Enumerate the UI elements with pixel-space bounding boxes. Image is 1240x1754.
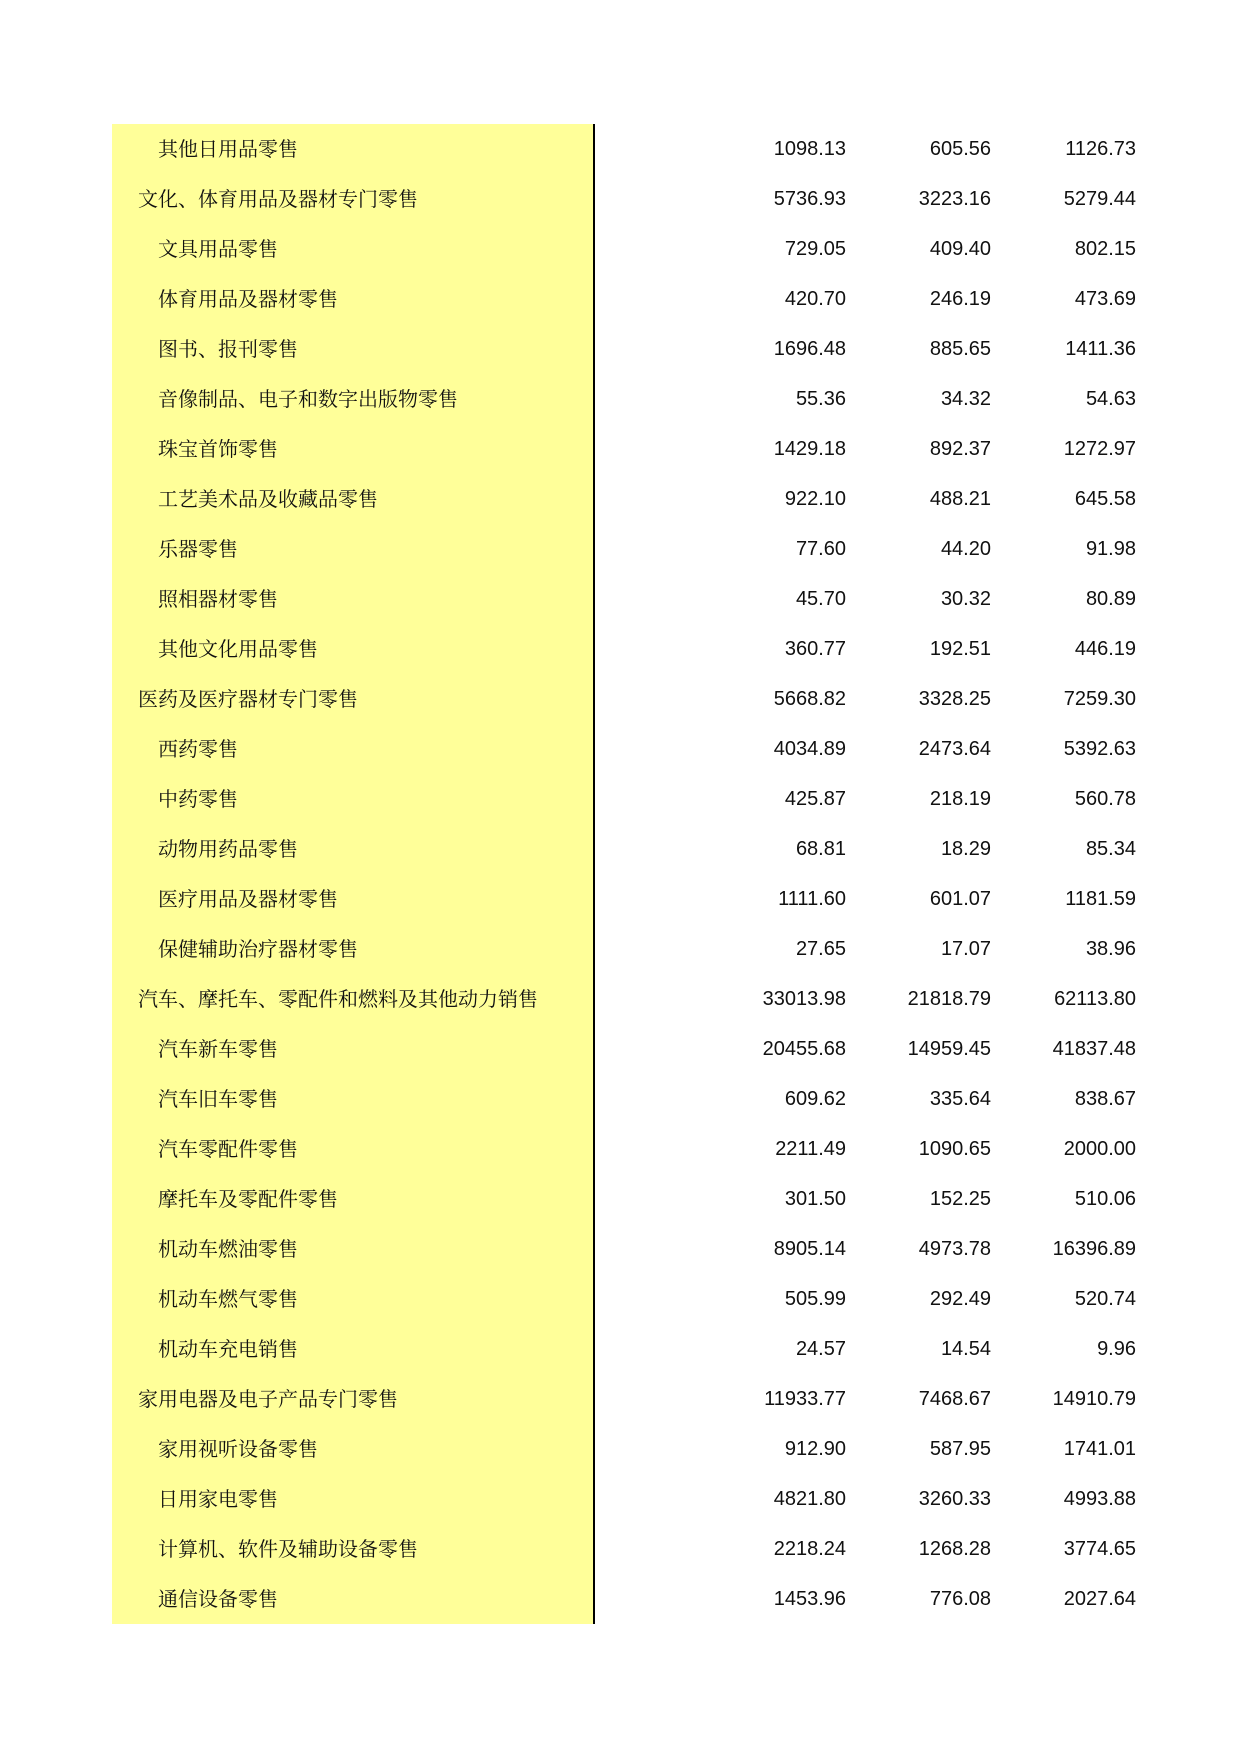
value-cell-3: 14910.79 xyxy=(1052,1388,1136,1410)
value-cell-2: 14.54 xyxy=(940,1338,991,1360)
value-cell-3: 7259.30 xyxy=(1063,688,1136,710)
row-label: 其他文化用品零售 xyxy=(158,637,318,661)
value-cell-1: 2218.24 xyxy=(773,1538,846,1560)
table-row xyxy=(112,1124,1136,1174)
value-cell-2: 3328.25 xyxy=(918,688,991,710)
value-cell-1: 5668.82 xyxy=(773,688,846,710)
row-label: 照相器材零售 xyxy=(158,587,278,611)
row-label: 汽车新车零售 xyxy=(158,1037,278,1061)
row-label: 汽车零配件零售 xyxy=(158,1137,298,1161)
value-cell-3: 3774.65 xyxy=(1063,1538,1136,1560)
value-cell-2: 152.25 xyxy=(929,1188,991,1210)
value-cell-2: 3223.16 xyxy=(918,188,991,210)
row-label: 体育用品及器材零售 xyxy=(158,287,338,311)
value-cell-3: 510.06 xyxy=(1074,1188,1136,1210)
value-cell-1: 420.70 xyxy=(784,288,846,310)
value-cell-3: 9.96 xyxy=(1097,1338,1136,1360)
table-row xyxy=(112,724,1136,774)
value-cell-1: 1111.60 xyxy=(778,888,846,910)
value-cell-1: 55.36 xyxy=(795,388,846,410)
value-cell-1: 505.99 xyxy=(784,1288,846,1310)
row-label: 工艺美术品及收藏品零售 xyxy=(158,487,378,511)
value-cell-3: 85.34 xyxy=(1085,838,1136,860)
row-label: 医疗用品及器材零售 xyxy=(158,887,338,911)
value-cell-2: 335.64 xyxy=(929,1088,991,1110)
value-cell-2: 605.56 xyxy=(929,138,991,160)
table-row xyxy=(112,1274,1136,1324)
table-body xyxy=(112,124,1136,1624)
row-label: 文具用品零售 xyxy=(158,237,278,261)
row-label: 摩托车及零配件零售 xyxy=(158,1187,338,1211)
data-table xyxy=(112,124,1136,1624)
table-row xyxy=(112,574,1136,624)
row-label: 通信设备零售 xyxy=(158,1587,278,1611)
value-cell-2: 17.07 xyxy=(940,938,991,960)
row-label: 音像制品、电子和数字出版物零售 xyxy=(158,387,458,411)
table-row xyxy=(112,624,1136,674)
value-cell-1: 4034.89 xyxy=(773,738,846,760)
value-cell-1: 45.70 xyxy=(795,588,846,610)
table-row xyxy=(112,1074,1136,1124)
value-cell-3: 16396.89 xyxy=(1052,1238,1136,1260)
table-row xyxy=(112,524,1136,574)
value-cell-3: 4993.88 xyxy=(1063,1488,1136,1510)
value-cell-2: 409.40 xyxy=(929,238,991,260)
table-row xyxy=(112,1224,1136,1274)
row-label: 汽车、摩托车、零配件和燃料及其他动力销售 xyxy=(138,987,538,1011)
table-row xyxy=(112,774,1136,824)
value-cell-1: 729.05 xyxy=(784,238,846,260)
value-cell-3: 2027.64 xyxy=(1063,1588,1136,1610)
table-row xyxy=(112,824,1136,874)
value-cell-1: 8905.14 xyxy=(773,1238,846,1260)
value-cell-1: 1696.48 xyxy=(773,338,846,360)
row-label: 机动车燃油零售 xyxy=(158,1237,298,1261)
row-label: 家用电器及电子产品专门零售 xyxy=(138,1387,398,1411)
value-cell-3: 1411.36 xyxy=(1065,338,1136,360)
value-cell-1: 11933.77 xyxy=(764,1388,846,1410)
value-cell-2: 44.20 xyxy=(940,538,991,560)
row-label: 机动车充电销售 xyxy=(158,1337,298,1361)
table-row xyxy=(112,1374,1136,1424)
value-cell-1: 609.62 xyxy=(784,1088,846,1110)
value-cell-1: 912.90 xyxy=(784,1438,846,1460)
row-label: 计算机、软件及辅助设备零售 xyxy=(158,1537,418,1561)
value-cell-3: 802.15 xyxy=(1074,238,1136,260)
table-row xyxy=(112,1424,1136,1474)
row-label: 动物用药品零售 xyxy=(158,837,298,861)
value-cell-3: 560.78 xyxy=(1074,788,1136,810)
value-cell-2: 21818.79 xyxy=(907,988,991,1010)
value-cell-2: 4973.78 xyxy=(918,1238,991,1260)
table-row xyxy=(112,474,1136,524)
value-cell-2: 34.32 xyxy=(940,388,991,410)
value-cell-2: 488.21 xyxy=(929,488,991,510)
value-cell-1: 5736.93 xyxy=(773,188,846,210)
table-row xyxy=(112,924,1136,974)
row-label: 西药零售 xyxy=(158,737,238,761)
value-cell-1: 24.57 xyxy=(795,1338,846,1360)
value-cell-3: 38.96 xyxy=(1085,938,1136,960)
value-cell-3: 1181.59 xyxy=(1065,888,1136,910)
value-cell-3: 80.89 xyxy=(1085,588,1136,610)
value-cell-2: 587.95 xyxy=(929,1438,991,1460)
value-cell-2: 218.19 xyxy=(929,788,991,810)
table-row xyxy=(112,324,1136,374)
value-cell-1: 68.81 xyxy=(795,838,846,860)
value-cell-3: 54.63 xyxy=(1085,388,1136,410)
row-label: 图书、报刊零售 xyxy=(158,337,298,361)
row-label: 机动车燃气零售 xyxy=(158,1287,298,1311)
value-cell-2: 601.07 xyxy=(929,888,991,910)
table-row xyxy=(112,274,1136,324)
value-cell-3: 520.74 xyxy=(1074,1288,1136,1310)
value-cell-2: 1268.28 xyxy=(918,1538,991,1560)
table-row xyxy=(112,1024,1136,1074)
value-cell-2: 7468.67 xyxy=(918,1388,991,1410)
value-cell-2: 30.32 xyxy=(940,588,991,610)
value-cell-1: 425.87 xyxy=(784,788,846,810)
value-cell-1: 20455.68 xyxy=(762,1038,846,1060)
value-cell-1: 360.77 xyxy=(784,638,846,660)
value-cell-1: 1453.96 xyxy=(773,1588,846,1610)
value-cell-3: 62113.80 xyxy=(1054,988,1136,1010)
value-cell-2: 3260.33 xyxy=(918,1488,991,1510)
value-cell-2: 192.51 xyxy=(929,638,991,660)
row-label: 保健辅助治疗器材零售 xyxy=(158,937,358,961)
table-row xyxy=(112,974,1136,1024)
value-cell-2: 292.49 xyxy=(929,1288,991,1310)
row-label: 中药零售 xyxy=(158,787,238,811)
value-cell-2: 1090.65 xyxy=(918,1138,991,1160)
value-cell-2: 2473.64 xyxy=(918,738,991,760)
value-cell-2: 18.29 xyxy=(940,838,991,860)
value-cell-3: 2000.00 xyxy=(1063,1138,1136,1160)
value-cell-2: 14959.45 xyxy=(907,1038,991,1060)
value-cell-2: 776.08 xyxy=(929,1588,991,1610)
value-cell-1: 922.10 xyxy=(784,488,846,510)
value-cell-1: 77.60 xyxy=(795,538,846,560)
row-label: 日用家电零售 xyxy=(158,1487,278,1511)
row-label: 文化、体育用品及器材专门零售 xyxy=(138,187,418,211)
value-cell-3: 91.98 xyxy=(1085,538,1136,560)
value-cell-3: 446.19 xyxy=(1074,638,1136,660)
value-cell-3: 1741.01 xyxy=(1063,1438,1136,1460)
value-cell-1: 27.65 xyxy=(795,938,846,960)
value-cell-2: 885.65 xyxy=(929,338,991,360)
value-cell-3: 1126.73 xyxy=(1065,138,1136,160)
value-cell-1: 301.50 xyxy=(784,1188,846,1210)
row-label: 乐器零售 xyxy=(158,537,238,561)
table-row xyxy=(112,1324,1136,1374)
value-cell-3: 5392.63 xyxy=(1063,738,1136,760)
table-row xyxy=(112,1474,1136,1524)
value-cell-3: 645.58 xyxy=(1074,488,1136,510)
value-cell-1: 1429.18 xyxy=(773,438,846,460)
table-row xyxy=(112,374,1136,424)
table-row xyxy=(112,1574,1136,1624)
value-cell-3: 1272.97 xyxy=(1063,438,1136,460)
value-cell-3: 838.67 xyxy=(1074,1088,1136,1110)
table-row xyxy=(112,124,1136,174)
table-row xyxy=(112,174,1136,224)
table-row xyxy=(112,1174,1136,1224)
row-label: 汽车旧车零售 xyxy=(158,1087,278,1111)
table-row xyxy=(112,424,1136,474)
value-cell-2: 892.37 xyxy=(929,438,991,460)
value-cell-1: 4821.80 xyxy=(773,1488,846,1510)
table-row xyxy=(112,674,1136,724)
table-row xyxy=(112,1524,1136,1574)
value-cell-1: 2211.49 xyxy=(775,1138,846,1160)
value-cell-1: 33013.98 xyxy=(762,988,846,1010)
value-cell-3: 41837.48 xyxy=(1052,1038,1136,1060)
table-row xyxy=(112,874,1136,924)
value-cell-1: 1098.13 xyxy=(773,138,846,160)
table-row xyxy=(112,224,1136,274)
value-cell-3: 473.69 xyxy=(1074,288,1136,310)
row-label: 其他日用品零售 xyxy=(158,137,298,161)
row-label: 医药及医疗器材专门零售 xyxy=(138,687,358,711)
row-label: 珠宝首饰零售 xyxy=(158,437,278,461)
row-label: 家用视听设备零售 xyxy=(158,1437,318,1461)
value-cell-3: 5279.44 xyxy=(1063,188,1136,210)
value-cell-2: 246.19 xyxy=(929,288,991,310)
